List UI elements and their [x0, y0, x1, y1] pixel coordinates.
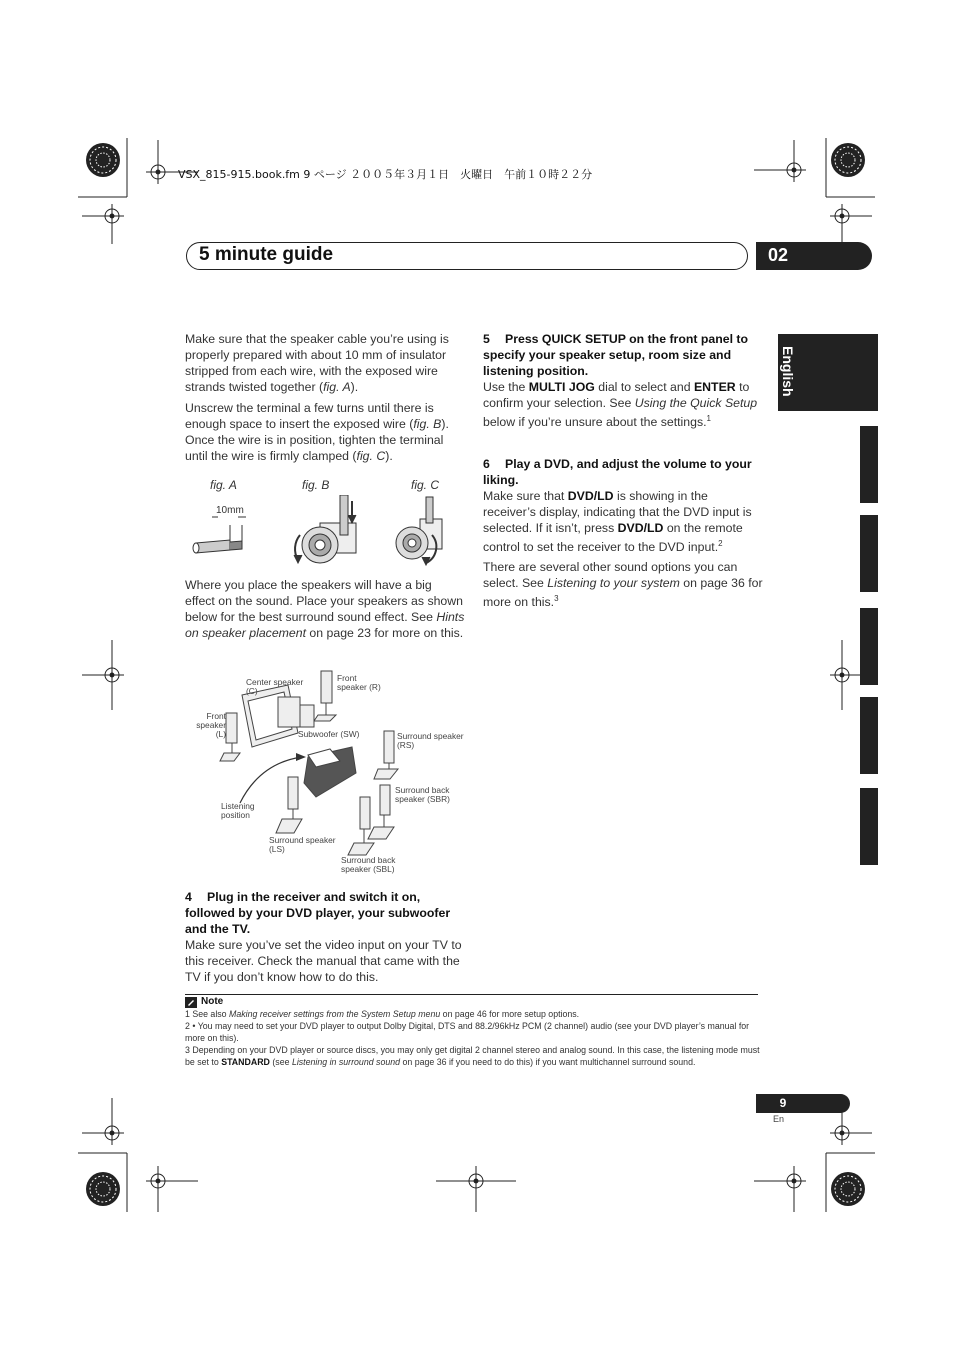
paragraph-speaker-placement: Where you place the speakers will have a big effect on the sound. Place your speakers as shown below for the best surround sound effect. See Hints on speaker placement on page 23 for more on this.	[185, 578, 465, 640]
paragraph-cable-prep: Make sure that the speaker cable you’re using is properly prepared with about 10 mm of insulator stripped from each wire, with the exposed wire strands twisted together (fig. A).	[185, 332, 449, 394]
fig-a-label: fig. A	[210, 478, 237, 492]
chapter-number: 02	[756, 242, 872, 270]
side-tab-5	[860, 697, 878, 774]
footnote-3: 3 Depending on your DVD player or source discs, you may only get digital 2 channel stereo and analog sound. In this case, the listening mode must be set to STANDARD (see Listening in surround sound on page 36 if you need to do this) if you want multichannel surround sound.	[185, 1045, 760, 1067]
label-listening-position: Listening position	[221, 801, 255, 820]
note-divider	[185, 994, 758, 995]
side-tab-6	[860, 788, 878, 865]
side-tab-4	[860, 608, 878, 685]
fig-c-label: fig. C	[411, 478, 440, 492]
footnote-1: 1 See also Making receiver settings from the System Setup menu on page 46 for more setup options.	[185, 1009, 580, 1019]
print-info-line: VSX_815-915.book.fm 9 ページ ２００５年３月１日 火曜日 午前１０時２２分	[178, 168, 593, 181]
note-pencil-icon	[185, 997, 197, 1008]
note-title: Note	[201, 996, 224, 1007]
step-4: 4 Plug in the receiver and switch it on, followed by your DVD player, your subwoofer and the TV. Make sure you’ve set the video input on your TV to this receiver. Check the manual that came with the TV if you don’t know how to do this.	[185, 890, 462, 984]
label-subwoofer: Subwoofer (SW)	[298, 729, 360, 739]
wiring-figures	[190, 495, 460, 570]
label-front-speaker-r: Front speaker (R)	[337, 673, 381, 692]
label-surround-speaker-ls: Surround speaker (LS)	[269, 835, 336, 854]
page-title: 5 minute guide	[199, 244, 334, 265]
fig-b-label: fig. B	[302, 478, 330, 492]
label-front-speaker-l: Front speaker (L)	[196, 711, 226, 739]
side-tab-3	[860, 515, 878, 592]
step-6: 6 Play a DVD, and adjust the volume to your liking. Make sure that DVD/LD is showing in the receiver’s display, indicating that the DVD input is selected. If it isn’t, press DVD/LD on the remote control to set the receiver to the DVD input.$^2$ There are several other sound options you can select. See Listening to your system on page 36 for more on this.$^3$	[483, 457, 763, 610]
paragraph-terminal: Unscrew the terminal a few turns until there is enough space to insert the exposed wire (fig. B). Once the wire is in position, tighten the terminal until the wire is firmly clamped (fig. C).	[185, 401, 449, 463]
page-language: En	[773, 1114, 785, 1124]
language-tab-label: English	[780, 346, 796, 397]
label-surround-back-sbl: Surround back speaker (SBL)	[341, 855, 396, 874]
side-tab-2	[860, 426, 878, 503]
label-center-speaker: Center speaker (C)	[246, 677, 304, 696]
footnote-2: 2 • You may need to set your DVD player to output Dolby Digital, DTS and 88.2/96kHz PCM (2 channel) audio (see your DVD player’s manual for more on this).	[185, 1021, 750, 1043]
label-surround-speaker-rs: Surround speaker (RS)	[397, 731, 464, 750]
step-5: 5 Press QUICK SETUP on the front panel to specify your speaker setup, room size and listening position. Use the MULTI JOG dial to select and ENTER to confirm your selection. See Using the Quick Setup below if you’re unsure about the settings.$^1$	[483, 332, 758, 430]
fig-a-dimension: 10mm	[216, 505, 244, 516]
label-surround-back-sbr: Surround back speaker (SBR)	[395, 785, 450, 804]
page-number: 9	[756, 1094, 850, 1113]
